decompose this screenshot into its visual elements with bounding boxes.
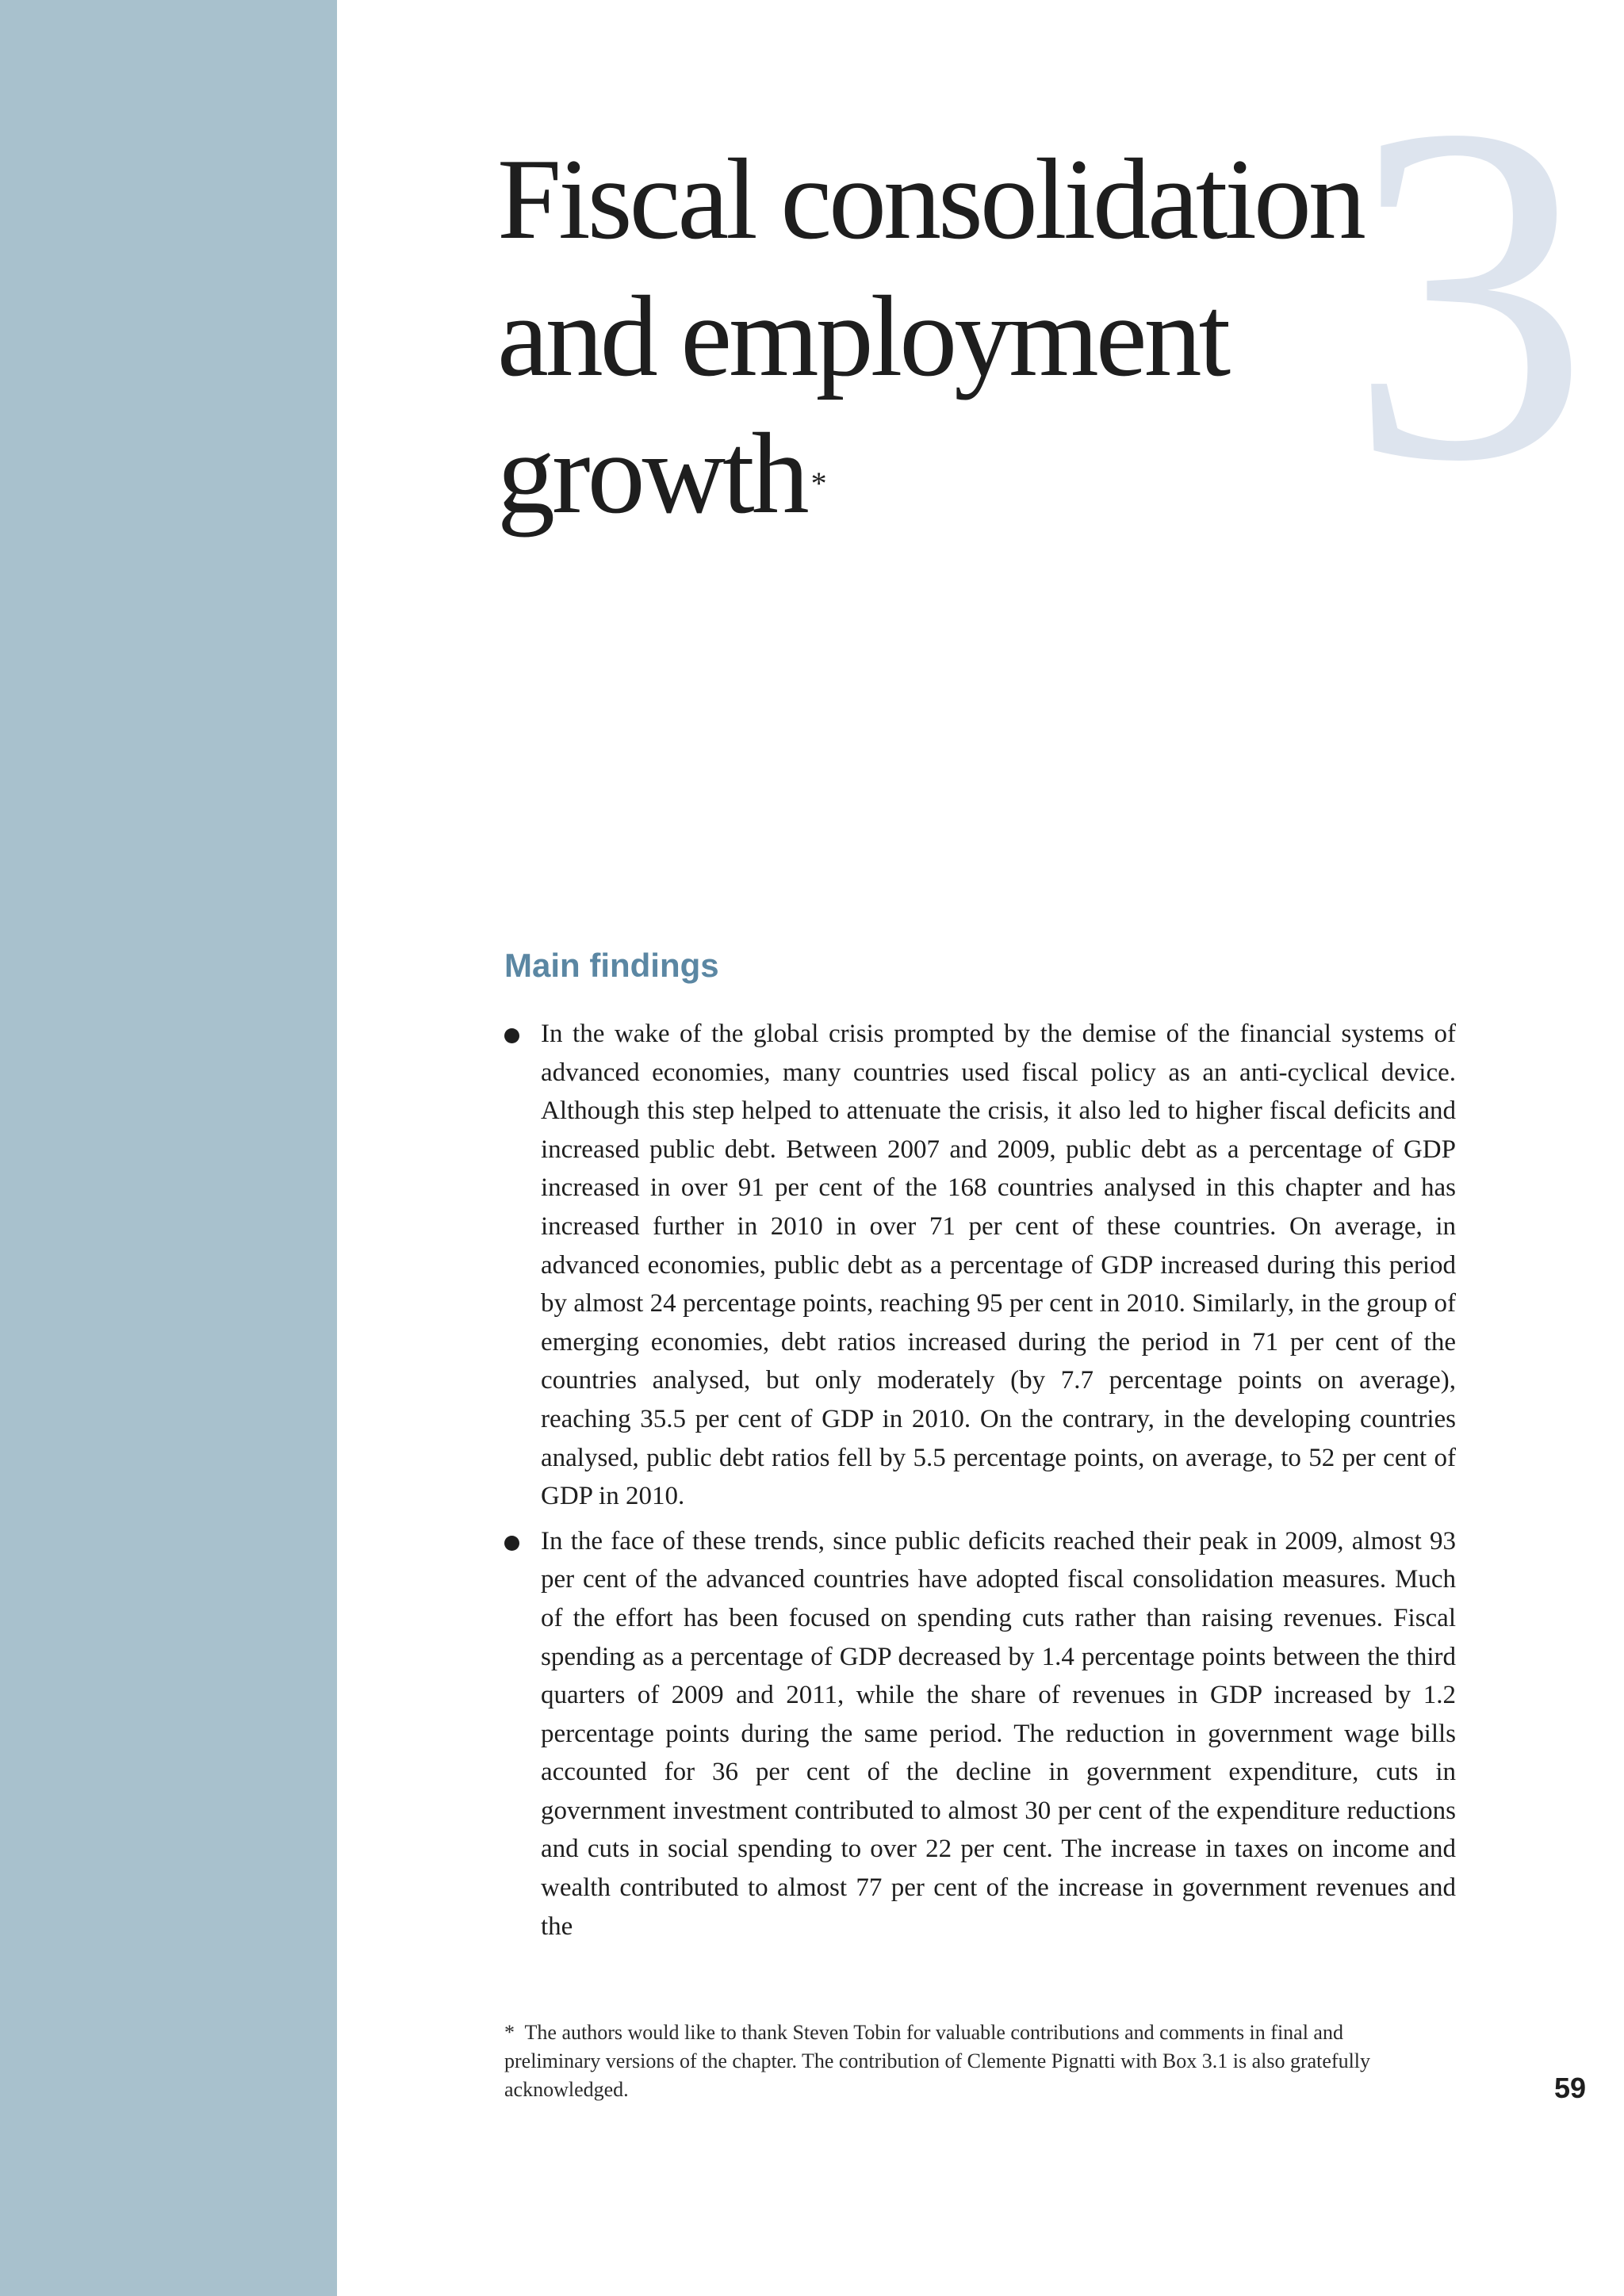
findings-list (541, 1015, 1456, 1952)
chapter-title-line-1: Fiscal consolidation (497, 135, 1363, 263)
footnote-reference-marker: * (810, 465, 827, 501)
bullet-icon (504, 1536, 519, 1551)
footnote-marker: * (504, 2021, 515, 2044)
footnote (504, 2019, 1424, 2104)
chapter-title-line-2: and employment (497, 272, 1228, 400)
section-heading: Main findings (504, 947, 719, 984)
sidebar-band (0, 0, 337, 2296)
chapter-number: 3 (1348, 25, 1590, 561)
finding-text: In the wake of the global crisis prompted by the demise of the financial systems of advanced economies, many countries used fiscal policy as an anti-cyclical device. Although this step helped to attenuate the crisis, it also led to higher fiscal deficits and increased public debt. Between 2007 and 2009, public debt as a percentage of GDP increased in over 91 per cent of the 168 countries analysed in this chapter and has increased further in 2010 in over 71 per cent of these countries. On average, in advanced economies, public debt as a percentage of GDP increased during this period by almost 24 percentage points, reaching 95 per cent in 2010. Similarly, in the group of emerging economies, debt ratios increased during the period in 71 per cent of the countries analysed, but only moderately (by 7.7 percentage points on average), reaching 35.5 per cent of GDP in 2010. On the contrary, in the developing countries analysed, public debt ratios fell by 5.5 percentage points, on average, to 52 per cent of GDP in 2010. (541, 1020, 1456, 1511)
finding-item (541, 1015, 1456, 1516)
footnote-text: The authors would like to thank Steven Tobin for valuable contributions and comments in final and preliminary versions of the chapter. The contribution of Clemente Pignatti with Box 3.1 is also gratefully acknowledged. (504, 2021, 1371, 2101)
finding-text: In the face of these trends, since public deficits reached their peak in 2009, almost 93 per cent of the advanced countries have adopted fiscal consolidation measures. Much of the effort has been focused on spending cuts rather than raising revenues. Fiscal spending as a percentage of GDP decreased by 1.4 percentage points between the third quarters of 2009 and 2011, while the share of revenues in GDP increased by 1.2 percentage points during the same period. The reduction in government wage bills accounted for 36 per cent of the decline in government expenditure, cuts in government investment contributed to almost 30 per cent of the expenditure reductions and cuts in social spending to over 22 per cent. The increase in taxes on income and wealth contributed to almost 77 per cent of the increase in government revenues and the (541, 1526, 1456, 1941)
chapter-title-line-3-text: growth (497, 409, 806, 538)
page-number: 59 (1553, 2072, 1586, 2104)
chapter-title (497, 131, 1369, 542)
chapter-title-line-3 (497, 405, 1369, 542)
bullet-icon (504, 1028, 519, 1043)
finding-item (541, 1522, 1456, 1946)
